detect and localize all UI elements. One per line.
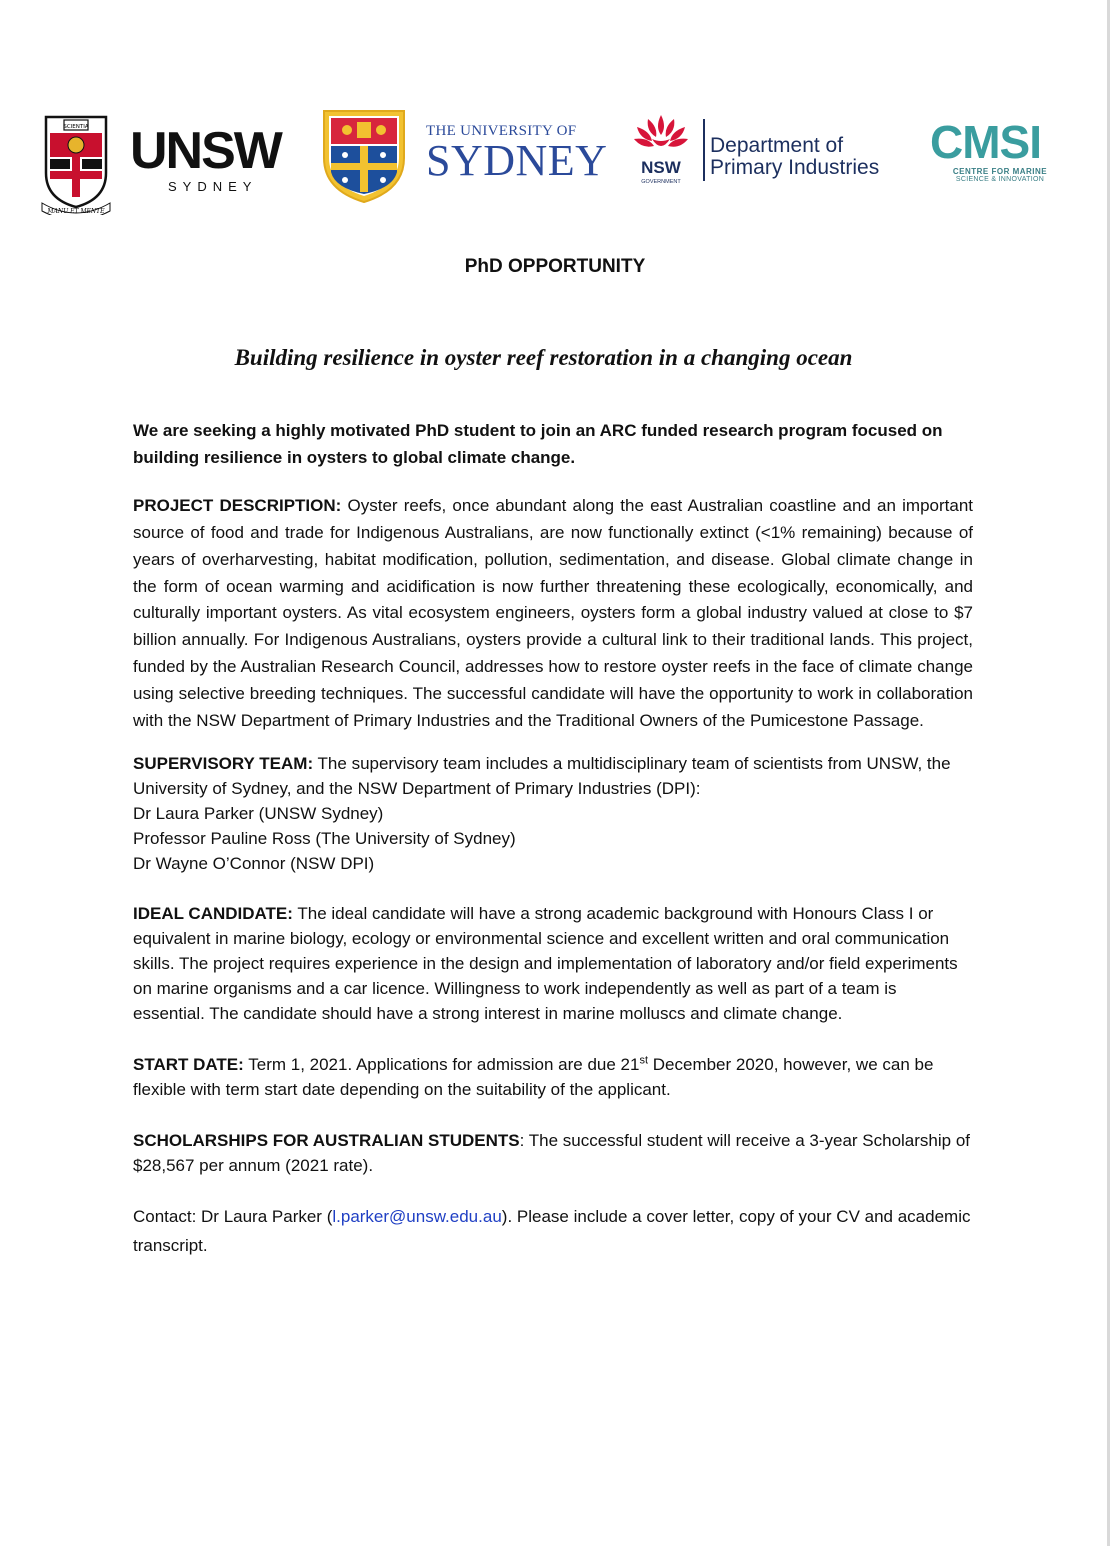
scholarship-label: SCHOLARSHIPS FOR AUSTRALIAN STUDENTS [133, 1130, 520, 1150]
cmsi-wordmark: CMSI [930, 116, 1041, 168]
nsw-department-name [710, 135, 920, 179]
nsw-government-text: GOVERNMENT [641, 179, 681, 185]
cmsi-line1: CENTRE FOR MARINE [952, 167, 1048, 176]
usyd-line1: THE UNIVERSITY OF [426, 123, 577, 139]
supervisory-team-section [133, 751, 973, 876]
page-subtitle: Building resilience in oyster reef restoration in a changing ocean [234, 345, 853, 370]
ideal-candidate-label: IDEAL CANDIDATE: [133, 903, 293, 923]
intro-paragraph: We are seeking a highly motivated PhD student to join an ARC funded research program focused on building resilience in oysters to global climate change. [133, 421, 943, 467]
project-description-label: PROJECT DESCRIPTION: [133, 495, 342, 515]
project-description-text: Oyster reefs, once abundant along the east Australian coastline and an important source of food and trade for Indigenous Australians, are now functionally extinct (<1% remaining) because of years of overharvesting, habitat modification, pollution, sedimentation, and disease. Global climate change in the form of ocean warming and acidification is now further threatening these ecologically, economically, and culturally important oysters. As vital ecosystem engineers, oysters form a global industry valued at close to $7 billion annually. For Indigenous Australians, oysters provide a cultural link to their traditional lands. This project, funded by the Australian Research Council, addresses how to restore oyster reefs in the face of climate change using selective breeding techniques. The successful candidate will have the opportunity to work in collaboration with the NSW Department of Primary Industries and the Traditional Owners of the Pumicestone Passage. [133, 495, 973, 731]
scholarship-section [133, 1128, 973, 1179]
page-heading: PhD OPPORTUNITY [464, 256, 646, 277]
unsw-wordmark-text: UNSW [130, 122, 281, 180]
contact-email-link[interactable]: l.parker@unsw.edu.au [332, 1206, 502, 1226]
nsw-divider [703, 119, 705, 181]
ideal-candidate-text: The ideal candidate will have a strong academic background with Honours Class I or equivalent in marine biology, ecology or environmental science and excellent written and oral communication skills. The project requires experience in the design and implementation of laboratory and/or field experiments on marine organisms and a car licence. Willingness to work independently as well as part of a team is essential. The candidate should have a strong interest in marine molluscs and climate change. [133, 903, 958, 1023]
crest-motto-text: MANU ET MENTE [47, 208, 105, 215]
supervisory-team-label: SUPERVISORY TEAM: [133, 753, 314, 773]
ordinal-suffix: st [639, 1054, 649, 1067]
start-date-text: Term 1, 2021. Applications for admission are due 21 [248, 1054, 640, 1074]
contact-prefix: Contact: Dr Laura Parker ( [133, 1206, 333, 1226]
usyd-line2: SYDNEY [426, 136, 608, 185]
supervisor-item: Professor Pauline Ross (The University of Sydney) [133, 828, 516, 848]
nsw-dept-line1: Department of [710, 134, 844, 157]
start-date-label: START DATE: [133, 1054, 244, 1074]
usyd-wordmark [426, 123, 608, 185]
unsw-wordmark [130, 122, 300, 195]
supervisory-team-text: The supervisory team includes a multidisciplinary team of scientists from UNSW, the University of Sydney, and the NSW Department of Primary Industries (DPI): [133, 753, 951, 798]
start-date-section [133, 1052, 973, 1103]
contact-section [133, 1202, 973, 1260]
supervisor-item: Dr Laura Parker (UNSW Sydney) [133, 803, 384, 823]
cmsi-line2: SCIENCE & INNOVATION [955, 176, 1045, 183]
scholarship-text: : The successful student will receive a 3-year Scholarship of $28,567 per annum (2021 rate). [133, 1130, 971, 1176]
supervisor-item: Dr Wayne O’Connor (NSW DPI) [133, 853, 375, 873]
unsw-crest-logo [40, 111, 112, 215]
project-description-section [133, 493, 973, 735]
nsw-mark-text: NSW [641, 158, 681, 177]
cmsi-logo [930, 116, 1070, 195]
nsw-dept-line2: Primary Industries [710, 156, 880, 179]
start-date-text-cont: December 2020, however, we can be flexible with term start date depending on the suitability of the applicant. [133, 1054, 934, 1100]
nsw-waratah-logo [630, 113, 692, 189]
crest-book-text: SCIENTIA [63, 124, 89, 130]
logo-bar [40, 105, 1070, 215]
ideal-candidate-section [133, 901, 973, 1026]
usyd-crest-logo [321, 108, 407, 204]
contact-suffix: ). Please include a cover letter, copy of your CV and academic transcript. [133, 1206, 971, 1255]
document-body [133, 418, 973, 1260]
unsw-subtext: SYDNEY [168, 179, 258, 194]
